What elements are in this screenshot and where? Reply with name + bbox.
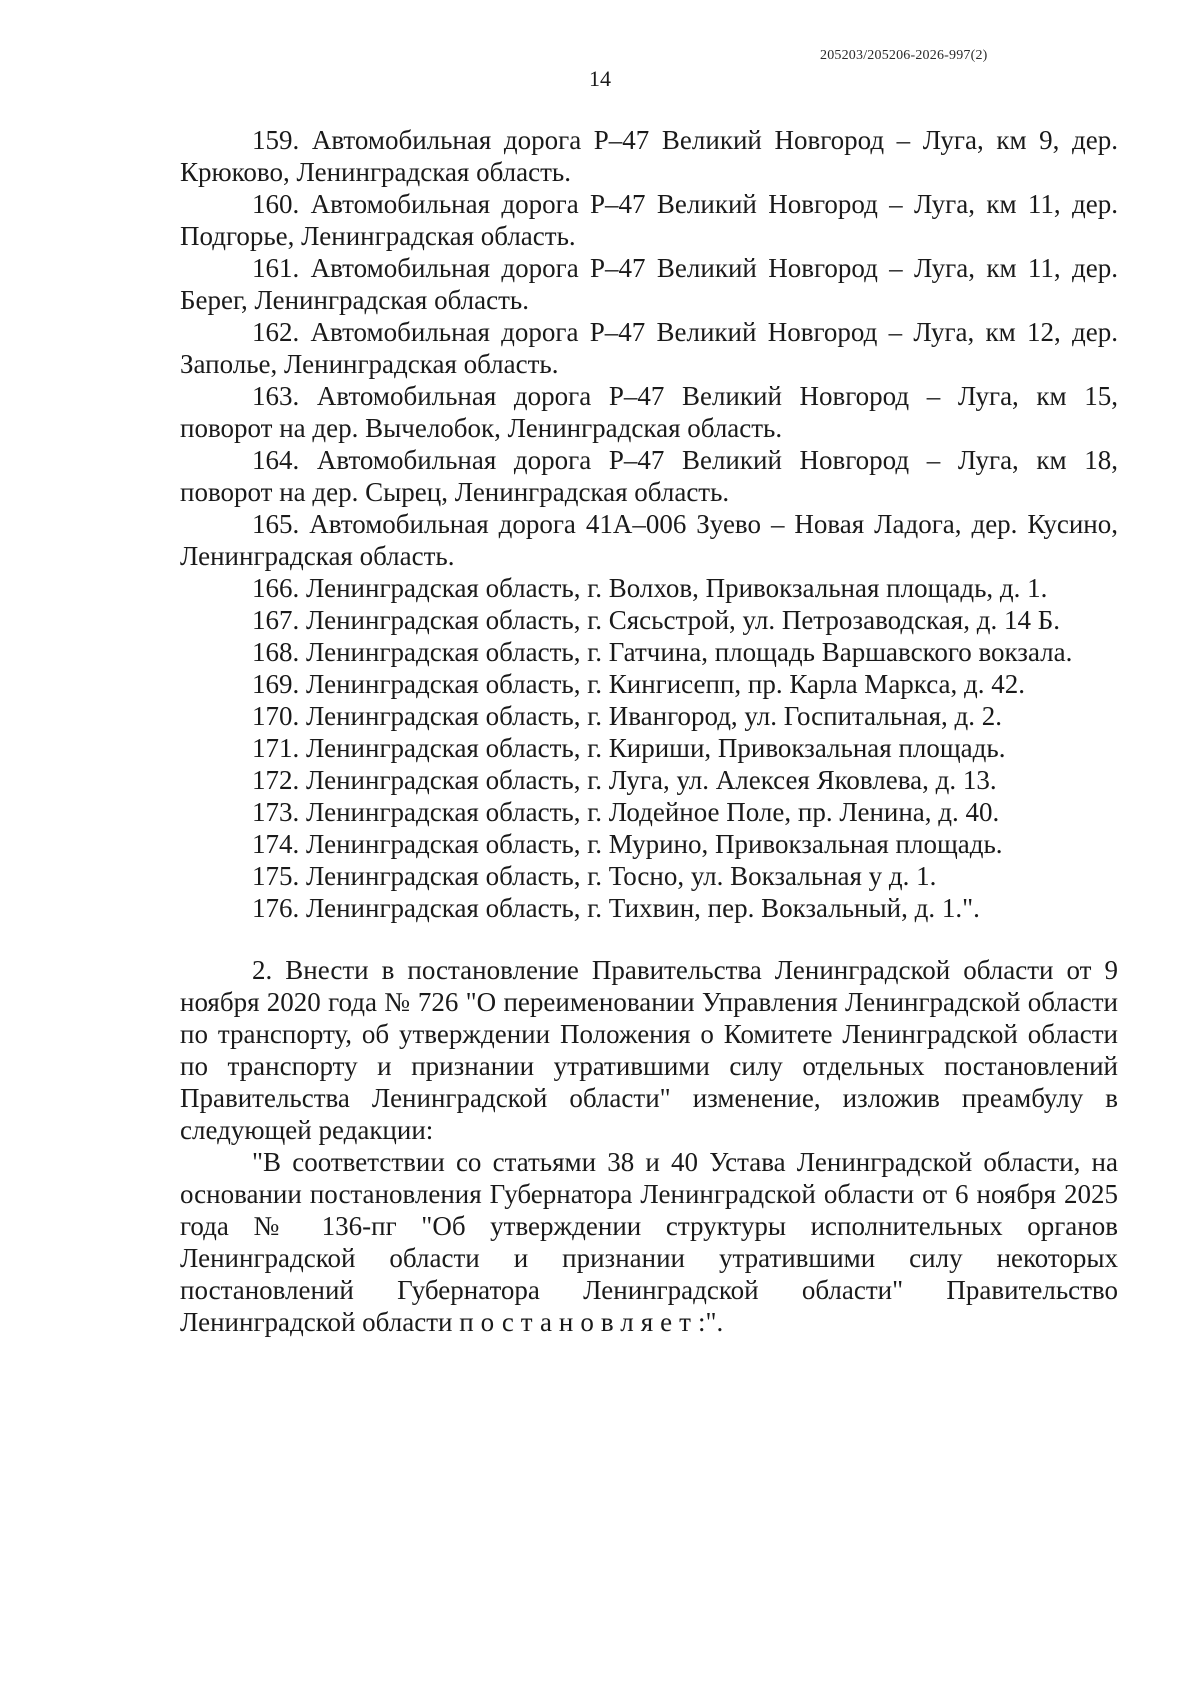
list-item: 163. Автомобильная дорога Р–47 Великий Новгород – Луга, км 15, поворот на дер. Вычелобок, Ленинградская область. (180, 381, 1118, 443)
list-item: 161. Автомобильная дорога Р–47 Великий Новгород – Луга, км 11, дер. Берег, Ленинградская область. (180, 253, 1118, 315)
preamble-text: "В соответствии со статьями 38 и 40 Устава Ленинградской области, на основании постановления Губернатора Ленинградской области от 6 ноября 2025 года № 136-пг "Об утверждении структуры исполнительных органов Ленинградской области и признании утратившими силу некоторых постановлений Губернатора Ленинградской области" Правительство Ленинградской области (180, 1147, 1118, 1337)
list-item: 171. Ленинградская область, г. Кириши, Привокзальная площадь. (252, 733, 1006, 763)
list-item: 159. Автомобильная дорога Р–47 Великий Новгород – Луга, км 9, дер. Крюково, Ленинградская область. (180, 125, 1118, 187)
list-item: 168. Ленинградская область, г. Гатчина, площадь Варшавского вокзала. (252, 637, 1073, 667)
address-list (180, 124, 1118, 924)
page-number: 14 (589, 66, 611, 91)
list-item: 176. Ленинградская область, г. Тихвин, пер. Вокзальный, д. 1.". (252, 893, 980, 923)
document-body (180, 124, 1118, 1338)
list-item: 165. Автомобильная дорога 41А–006 Зуево – Новая Ладога, дер. Кусино, Ленинградская область. (180, 509, 1118, 571)
document-code: 205203/205206-2026-997(2) (820, 48, 988, 63)
list-item: 170. Ленинградская область, г. Ивангород, ул. Госпитальная, д. 2. (252, 701, 1002, 731)
preamble-closing: :". (697, 1307, 724, 1337)
list-item: 175. Ленинградская область, г. Тосно, ул. Вокзальная у д. 1. (252, 861, 937, 891)
list-item: 174. Ленинградская область, г. Мурино, Привокзальная площадь. (252, 829, 1003, 859)
preamble-paragraph (180, 1146, 1118, 1338)
list-item: 167. Ленинградская область, г. Сясьстрой, ул. Петрозаводская, д. 14 Б. (252, 605, 1060, 635)
list-item: 172. Ленинградская область, г. Луга, ул. Алексея Яковлева, д. 13. (252, 765, 997, 795)
list-item: 164. Автомобильная дорога Р–47 Великий Новгород – Луга, км 18, поворот на дер. Сырец, Ленинградская область. (180, 445, 1118, 507)
list-item: 173. Ленинградская область, г. Лодейное Поле, пр. Ленина, д. 40. (252, 797, 1000, 827)
list-item: 166. Ленинградская область, г. Волхов, Привокзальная площадь, д. 1. (252, 573, 1048, 603)
section-2-paragraph: 2. Внести в постановление Правительства Ленинградской области от 9 ноября 2020 года № 726 "О переименовании Управления Ленинградской области по транспорту, об утверждении Положения о Комитете Ленинградской области по транспорту и признании утратившими силу отдельных постановлений Правительства Ленинградской области" изменение, изложив преамбулу в следующей редакции: (180, 955, 1118, 1145)
list-item: 160. Автомобильная дорога Р–47 Великий Новгород – Луга, км 11, дер. Подгорье, Ленинградская область. (180, 189, 1118, 251)
decree-word: постановляет (459, 1307, 698, 1337)
list-item: 162. Автомобильная дорога Р–47 Великий Новгород – Луга, км 12, дер. Заполье, Ленинградская область. (180, 317, 1118, 379)
list-item: 169. Ленинградская область, г. Кингисепп, пр. Карла Маркса, д. 42. (252, 669, 1026, 699)
